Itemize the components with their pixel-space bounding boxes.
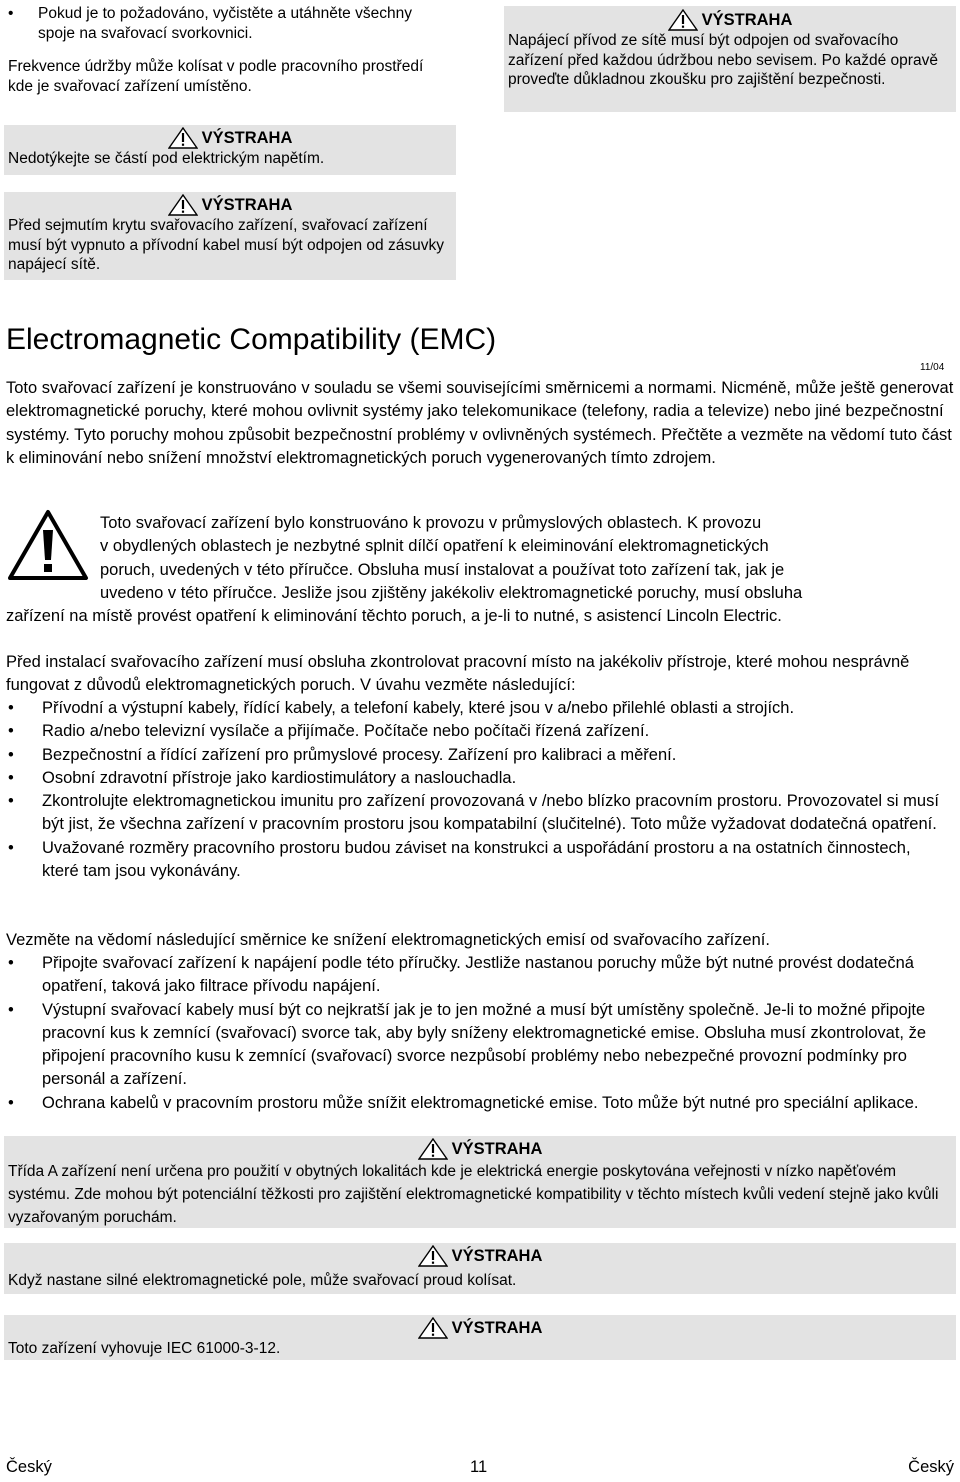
warning-heading xyxy=(8,1245,952,1267)
warning-text: Když nastane silné elektromagnetické pole, může svařovací proud kolísat. xyxy=(8,1272,517,1289)
emc-intro: Toto svařovací zařízení je konstruováno v souladu se všemi souvisejícími směrnicemi a normami. Nicméně, může ještě generovat elektromagnetické poruchy, které mohou ovlivnit systémy jako telekomunikace (telefony, radia a televize) nebo jiné bezpečnostní systémy. Tyto poruchy mohou způsobit bezpečnostní problémy v ovlivněných systémech. Přečtěte a vezměte na vědomí tuto část k eliminování nebo snížení množství elektromagnetických poruch vygenerovaných tímto zdrojem. xyxy=(6,379,954,467)
list-item: • Ochrana kabelů v pracovním prostoru může snížit elektromagnetické emise. Toto může být nutné pro speciální aplikace. xyxy=(8,1092,938,1115)
list-item-text: Pokud je to požadováno, vyčistěte a utáhněte všechny spoje na svařovací svorkovnici. xyxy=(38,5,412,42)
list-item xyxy=(8,4,428,43)
list-item: • Připojte svařovací zařízení k napájení podle této příručky. Jestliže nastanou poruchy může být nutné provést dodatečná opatření, taková jako filtrace přívodu napájení. xyxy=(8,952,938,999)
warning-heading xyxy=(8,1138,952,1160)
list-item: • Uvažované rozměry pracovního prostoru budou záviset na konstrukci a uspořádání prostoru a na ostatních činnostech, které tam jsou vykonávány. xyxy=(8,837,948,884)
warning-box-iec xyxy=(4,1315,956,1360)
warning-icon xyxy=(418,1245,448,1267)
warning-label: VÝSTRAHA xyxy=(201,196,293,214)
warning-label: VÝSTRAHA xyxy=(451,1319,543,1337)
notice-line: Toto svařovací zařízení bylo konstruováno k provozu v průmyslových oblastech. K provozu xyxy=(100,514,762,532)
warning-box-touch xyxy=(4,125,456,175)
reduce-intro: Vezměte na vědomí následující směrnice ke snížení elektromagnetických emisí od svařovacího zařízení. xyxy=(6,931,770,949)
section-title: Electromagnetic Compatibility (EMC) xyxy=(6,323,497,356)
warning-text: Před sejmutím krytu svařovacího zařízení, svařovací zařízení musí být vypnuto a přívodní kabel musí být odpojen od zásuvky napájecí sítě. xyxy=(8,217,444,273)
footer-right: Český xyxy=(908,1458,954,1476)
warning-heading xyxy=(8,1317,952,1339)
emc-notice xyxy=(100,512,960,605)
warning-icon xyxy=(168,194,198,216)
warning-heading xyxy=(508,9,952,31)
warning-text: Toto zařízení vyhovuje IEC 61000-3-12. xyxy=(8,1340,281,1357)
warning-box-cover xyxy=(4,192,456,280)
warning-label: VÝSTRAHA xyxy=(451,1247,543,1265)
revision-code: 11/04 xyxy=(920,362,945,373)
list-item: • Přívodní a výstupní kabely, řídící kabely, a telefoní kabely, které jsou v a/nebo přilehlé oblasti a strojích. xyxy=(8,697,948,720)
page-number: 11 xyxy=(470,1458,488,1476)
list-item: • Radio a/nebo televizní vysílače a přijímače. Počítače nebo počítači řízená zařízení. xyxy=(8,720,948,743)
check-intro: Před instalací svařovacího zařízení musí obsluha zkontrolovat pracovní místo na jakékoliv přístroje, které mohou nesprávně fungovat z důvodů elektromagnetických poruch. V úvahu vezměte následující: xyxy=(6,653,910,695)
notice-line: v obydlených oblastech je nezbytné splnit dílčí opatření k eleiminování elektromagnetických xyxy=(100,537,769,556)
list-item: • Osobní zdravotní přístroje jako kardiostimulátory a naslouchadla. xyxy=(8,767,948,790)
warning-icon xyxy=(168,127,198,149)
maintenance-frequency: Frekvence údržby může kolísat v podle pracovního prostředí kde je svařovací zařízení umístěno. xyxy=(8,58,424,95)
warning-text: Napájecí přívod ze sítě musí být odpojen od svařovacího zařízení před každou údržbou nebo sevisem. Po každé opravě proveďte důkladnou zkoušku pro zajištění bezpečnosti. xyxy=(508,32,938,88)
warning-box-class-a xyxy=(4,1136,956,1228)
warning-icon xyxy=(418,1138,448,1160)
reduce-list xyxy=(8,952,938,1115)
warning-icon xyxy=(418,1317,448,1339)
maintenance-notes xyxy=(8,4,428,96)
warning-heading xyxy=(8,127,452,149)
emc-notice-tail: zařízení na místě provést opatření k eliminování těchto poruch, a je-li to nutné, s asistencí Lincoln Electric. xyxy=(6,607,782,625)
warning-label: VÝSTRAHA xyxy=(201,129,293,147)
warning-label: VÝSTRAHA xyxy=(451,1140,543,1158)
check-list xyxy=(8,697,948,883)
warning-text: Třída A zařízení není určena pro použití v obytných lokalitách kde je elektrická energie poskytována veřejnosti v nízko napěťovém systému. Zde mohou být potenciální těžkosti pro zajištění elektromagnetické kompatibility v těchto místech kvůli vedení stejně jako kvůli vyzařovaným poruchám. xyxy=(8,1163,939,1226)
notice-line: uvedeno v této příručce. Jesliže jsou zjištěny jakékoliv elektromagnetické poruchy, musí obsluha xyxy=(100,583,803,602)
warning-box-power xyxy=(504,6,956,112)
warning-label: VÝSTRAHA xyxy=(701,11,793,29)
warning-icon xyxy=(668,9,698,31)
maintenance-list xyxy=(8,4,428,43)
list-item: • Bezpečnostní a řídící zařízení pro průmyslové procesy. Zařízení pro kalibraci a měření. xyxy=(8,744,948,767)
footer-left: Český xyxy=(6,1458,52,1476)
warning-text: Nedotýkejte se částí pod elektrickým napětím. xyxy=(8,150,325,167)
warning-icon-large xyxy=(6,508,90,582)
notice-line: poruch, uvedených v této příručce. Obsluha musí instalovat a používat toto zařízení tak, jak je xyxy=(100,560,785,579)
warning-heading xyxy=(8,194,452,216)
warning-box-field xyxy=(4,1243,956,1294)
list-item: • Výstupní svařovací kabely musí být co nejkratší jak je to jen možné a musí být umístěny společně. Je-li to možné připojte pracovní kus k zemnící (svařovací) svorce tak, aby byly sníženy elektromagnetické emise. Obsluha musí zkontrolovat, že připojení pracovního kusu k zemnící (svařovací) svorce nezpůsobí problémy nebo nebezpečné provozní podmínky pro personál a zařízení. xyxy=(8,999,938,1092)
list-item: • Zkontrolujte elektromagnetickou imunitu pro zařízení provozovaná v /nebo blízko pracovním prostoru. Provozovatel si musí být jist, že všechna zařízení v pracovním prostoru jsou kompatabilní (slučitelné). Toto může vyžadovat dodatečná opatření. xyxy=(8,790,948,837)
